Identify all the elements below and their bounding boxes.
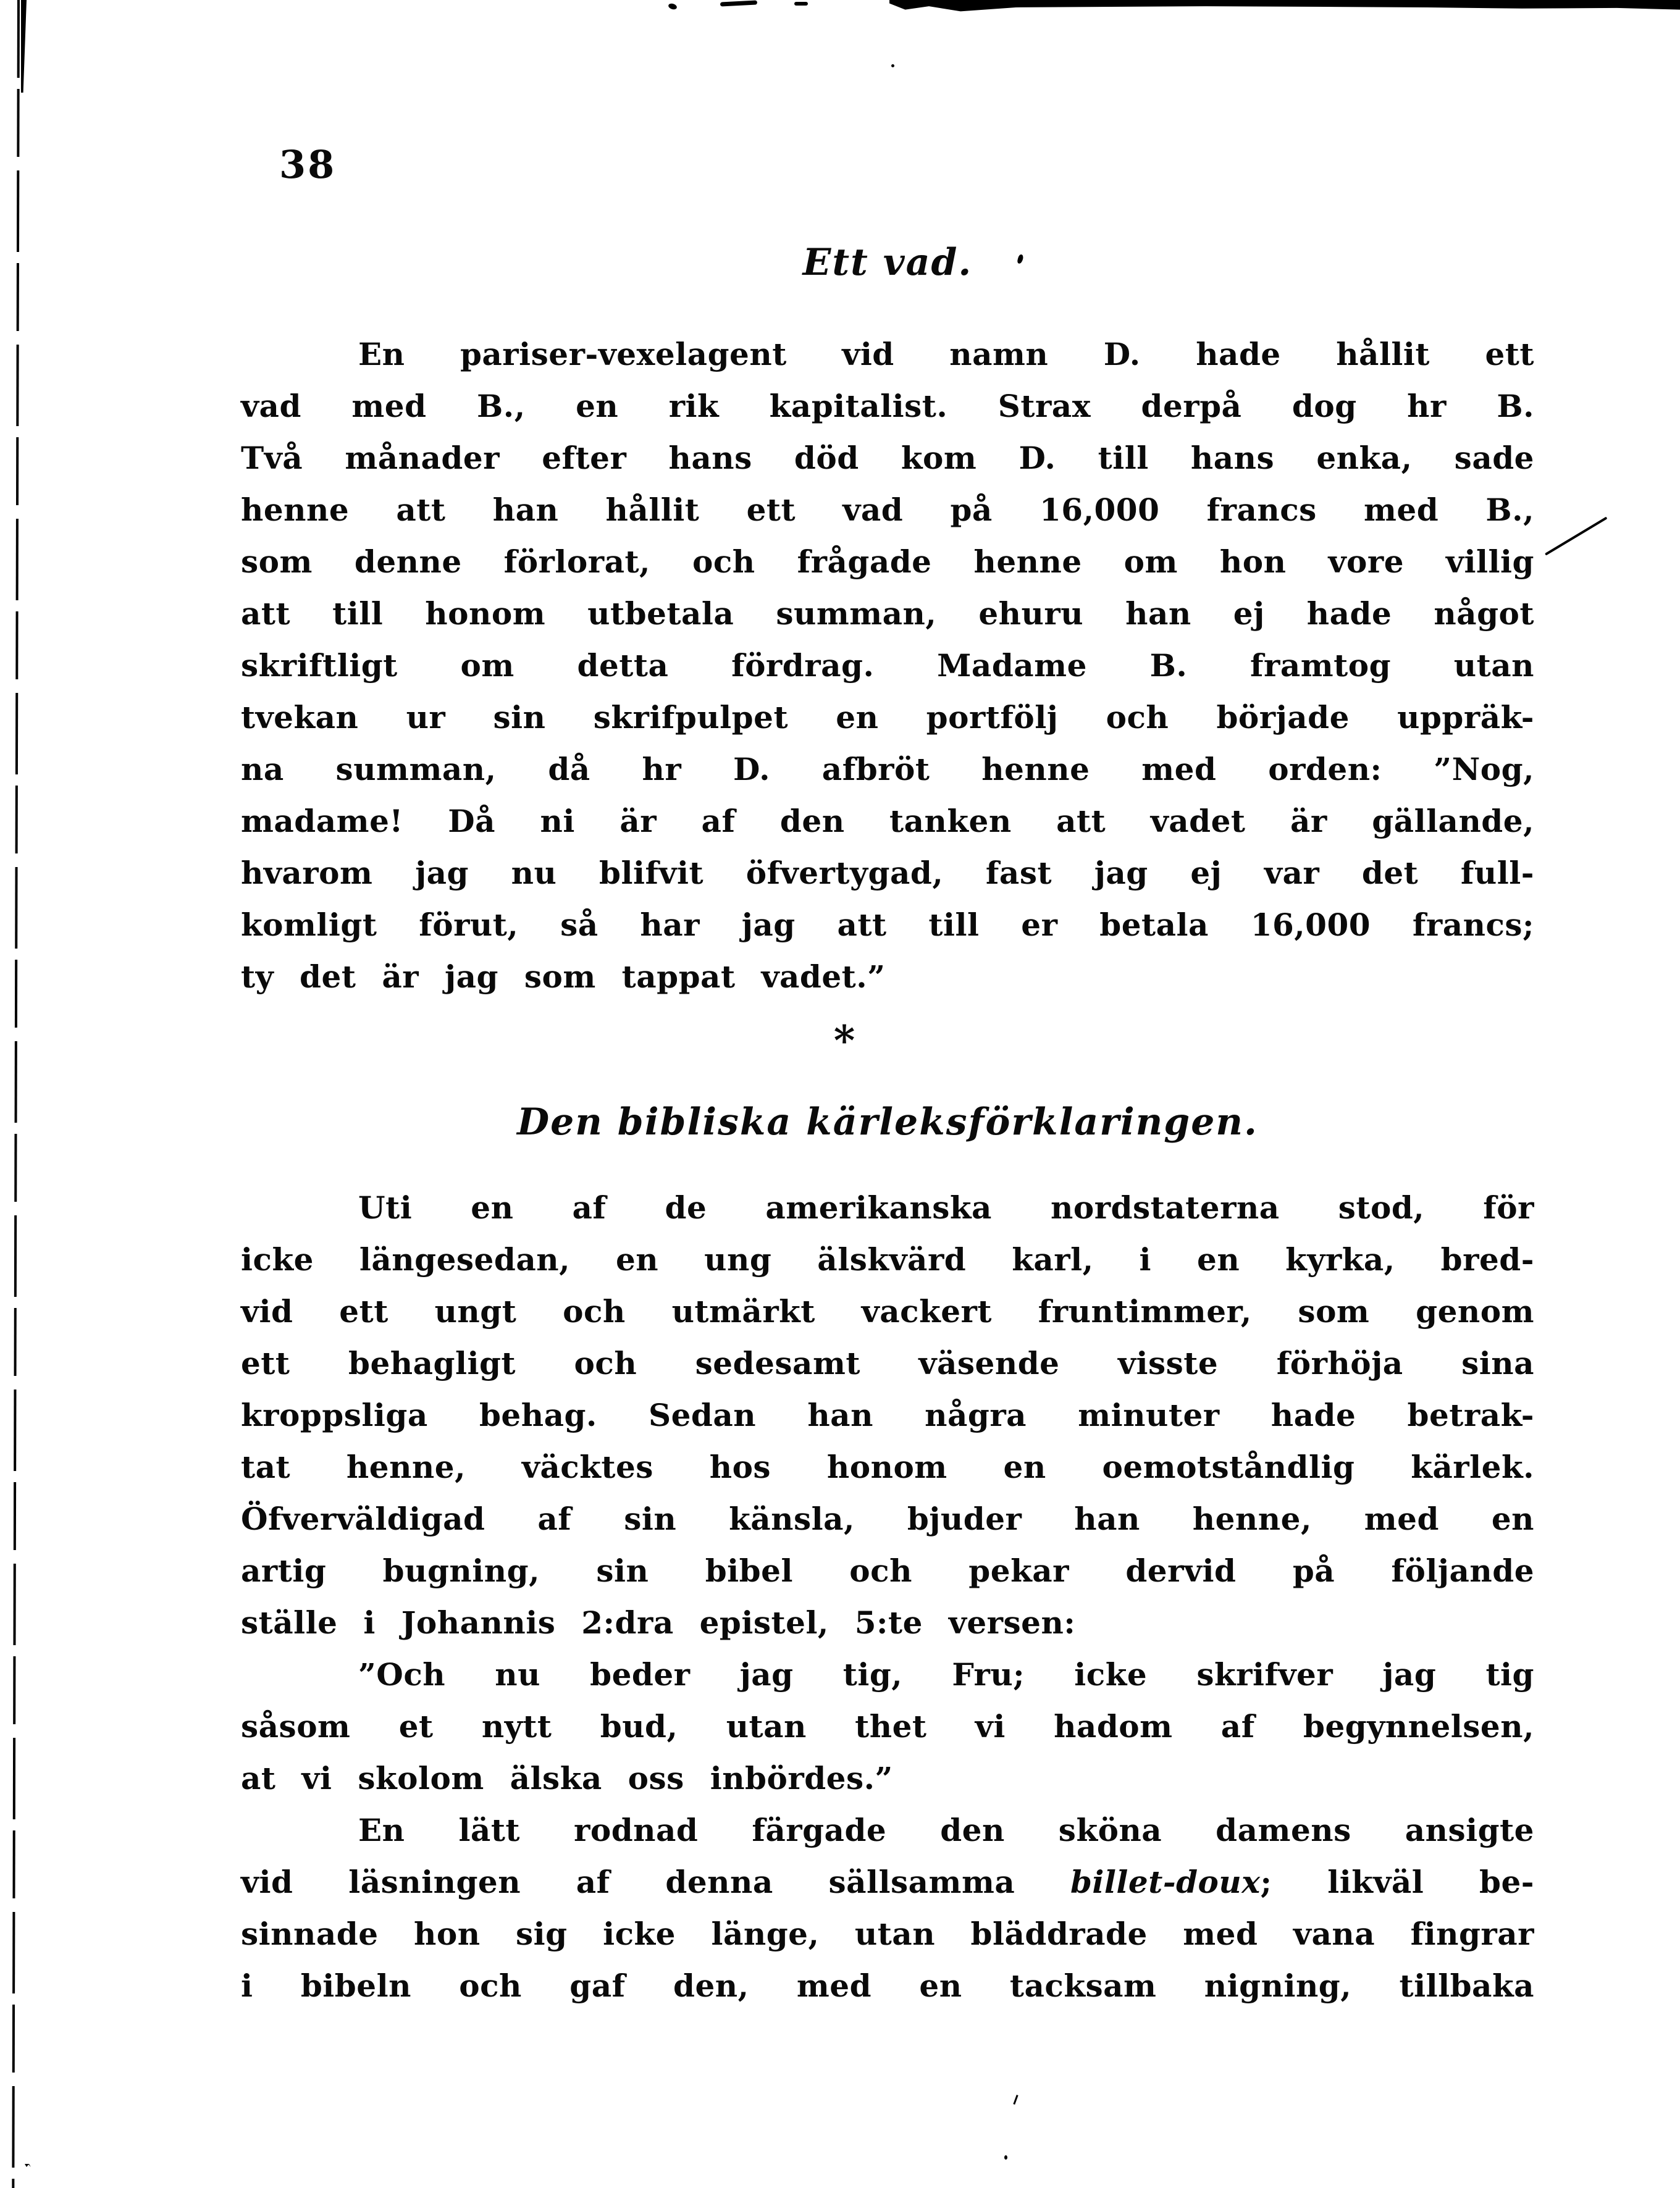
story1-title: Ett vad. [802,241,973,284]
text-line: ställe i Johannis 2:dra epistel, 5:te versen: [241,1604,1076,1641]
text-line: En pariser-vexelagent vid namn D. hade hållit ett [358,336,1534,372]
text-line: artig bugning, sin bibel och pekar dervid på följande [241,1553,1534,1589]
text-line: vid ett ungt och utmärkt vackert fruntimmer, som genom [241,1293,1534,1330]
text-segment-italic: billet-doux [1070,1864,1261,1900]
text-line: henne att han hållit ett vad på 16,000 francs med B., [241,492,1534,528]
text-line: skriftligt om detta fördrag. Madame B. framtog utan [241,647,1534,684]
story2-title: Den bibliska kärleksförklaringen. [517,1100,1258,1144]
text-line: vad med B., en rik kapitalist. Strax derpå dog hr B. [241,388,1534,424]
text-line: ”Och nu beder jag tig, Fru; icke skrifver jag tig [358,1656,1534,1693]
scan-artifact-diagonal-slash [1545,517,1607,556]
text-line: tvekan ur sin skrifpulpet en portfölj och började uppräk- [241,699,1534,736]
text-line: icke längesedan, en ung älskvärd karl, i en kyrka, bred- [241,1241,1534,1278]
text-line: kroppsliga behag. Sedan han några minuter hade betrak- [241,1397,1534,1433]
text-line: En lätt rodnad färgade den sköna damens ansigte [358,1812,1534,1848]
text-line: Öfverväldigad af sin känsla, bjuder han henne, med en [241,1501,1534,1537]
page-number: 38 [279,142,337,187]
text-segment: ; likväl be- [1260,1864,1535,1900]
scan-artifact-speck [25,2164,31,2167]
text-line: Uti en af de amerikanska nordstaterna stod, för [358,1189,1534,1226]
text-line: ett behagligt och sedesamt väsende visste förhöja sina [241,1345,1534,1381]
text-line: ty det är jag som tappat vadet.” [241,958,886,995]
section-separator-asterisk: * [833,1016,855,1065]
text-line: att till honom utbetala summan, ehuru han ej hade något [241,595,1534,632]
text-line: na summan, då hr D. afbröt henne med orden: ”Nog, [241,751,1534,787]
text-line: tat henne, väcktes hos honom en oemotståndlig kärlek. [241,1449,1534,1485]
text-segment: vid läsningen af denna sällsamma [241,1864,1070,1900]
text-line: komligt förut, så har jag att till er betala 16,000 francs; [241,907,1534,943]
story2-body [241,1182,1534,2012]
scan-artifact-left-edge-line [12,0,20,2188]
story1-body [241,329,1534,1003]
scan-artifact-left-edge-top [21,0,27,93]
text-column [241,0,1534,2188]
text-line: sinnade hon sig icke länge, utan bläddrade med vana fingrar [241,1916,1534,1952]
text-line: at vi skolom älska oss inbördes.” [241,1760,893,1796]
text-line: såsom et nytt bud, utan thet vi hadom af begynnelsen, [241,1708,1534,1745]
text-line: som denne förlorat, och frågade henne om hon vore villig [241,543,1534,580]
text-line: Två månader efter hans död kom D. till hans enka, sade [241,440,1534,476]
text-line: madame! Då ni är af den tanken att vadet är gällande, [241,803,1534,839]
text-line [241,1856,1534,1908]
text-line: hvarom jag nu blifvit öfvertygad, fast jag ej var det full- [241,855,1534,891]
text-line: i bibeln och gaf den, med en tacksam nigning, tillbaka [241,1968,1534,2004]
